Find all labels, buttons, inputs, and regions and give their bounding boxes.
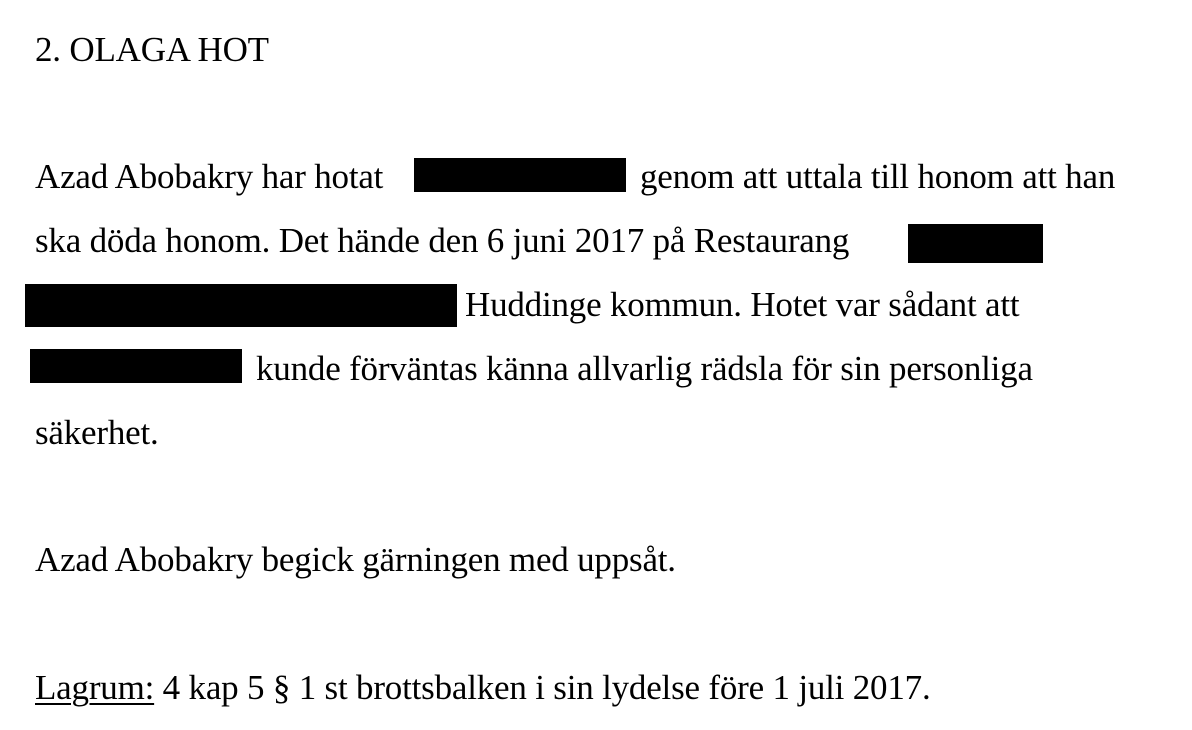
paragraph-line-5: säkerhet. [35,413,159,452]
intent-statement: Azad Abobakry begick gärningen med uppsåt. [35,540,676,579]
lagrum-label: Lagrum: [35,668,155,707]
paragraph-line-1 [35,157,383,197]
lagrum-line [35,668,931,708]
redaction-bar-address [25,284,457,327]
line-1-end: genom att uttala till honom att han [640,157,1116,196]
section-heading: 2. OLAGA HOT [35,30,269,69]
redaction-bar-restaurant [908,224,1043,263]
paragraph-line-3: Huddinge kommun. Hotet var sådant att [465,285,1020,324]
line-1-start: Azad Abobakry har hotat [35,157,384,196]
paragraph-line-1-end [640,157,1115,197]
paragraph-line-4: kunde förväntas känna allvarlig rädsla för sin personliga [256,349,1033,388]
redaction-bar-name-1 [414,158,626,192]
paragraph-line-2: ska döda honom. Det hände den 6 juni 2017 på Restaurang [35,221,850,260]
lagrum-text: 4 kap 5 § 1 st brottsbalken i sin lydelse före 1 juli 2017. [154,668,931,707]
redaction-bar-name-2 [30,349,242,383]
